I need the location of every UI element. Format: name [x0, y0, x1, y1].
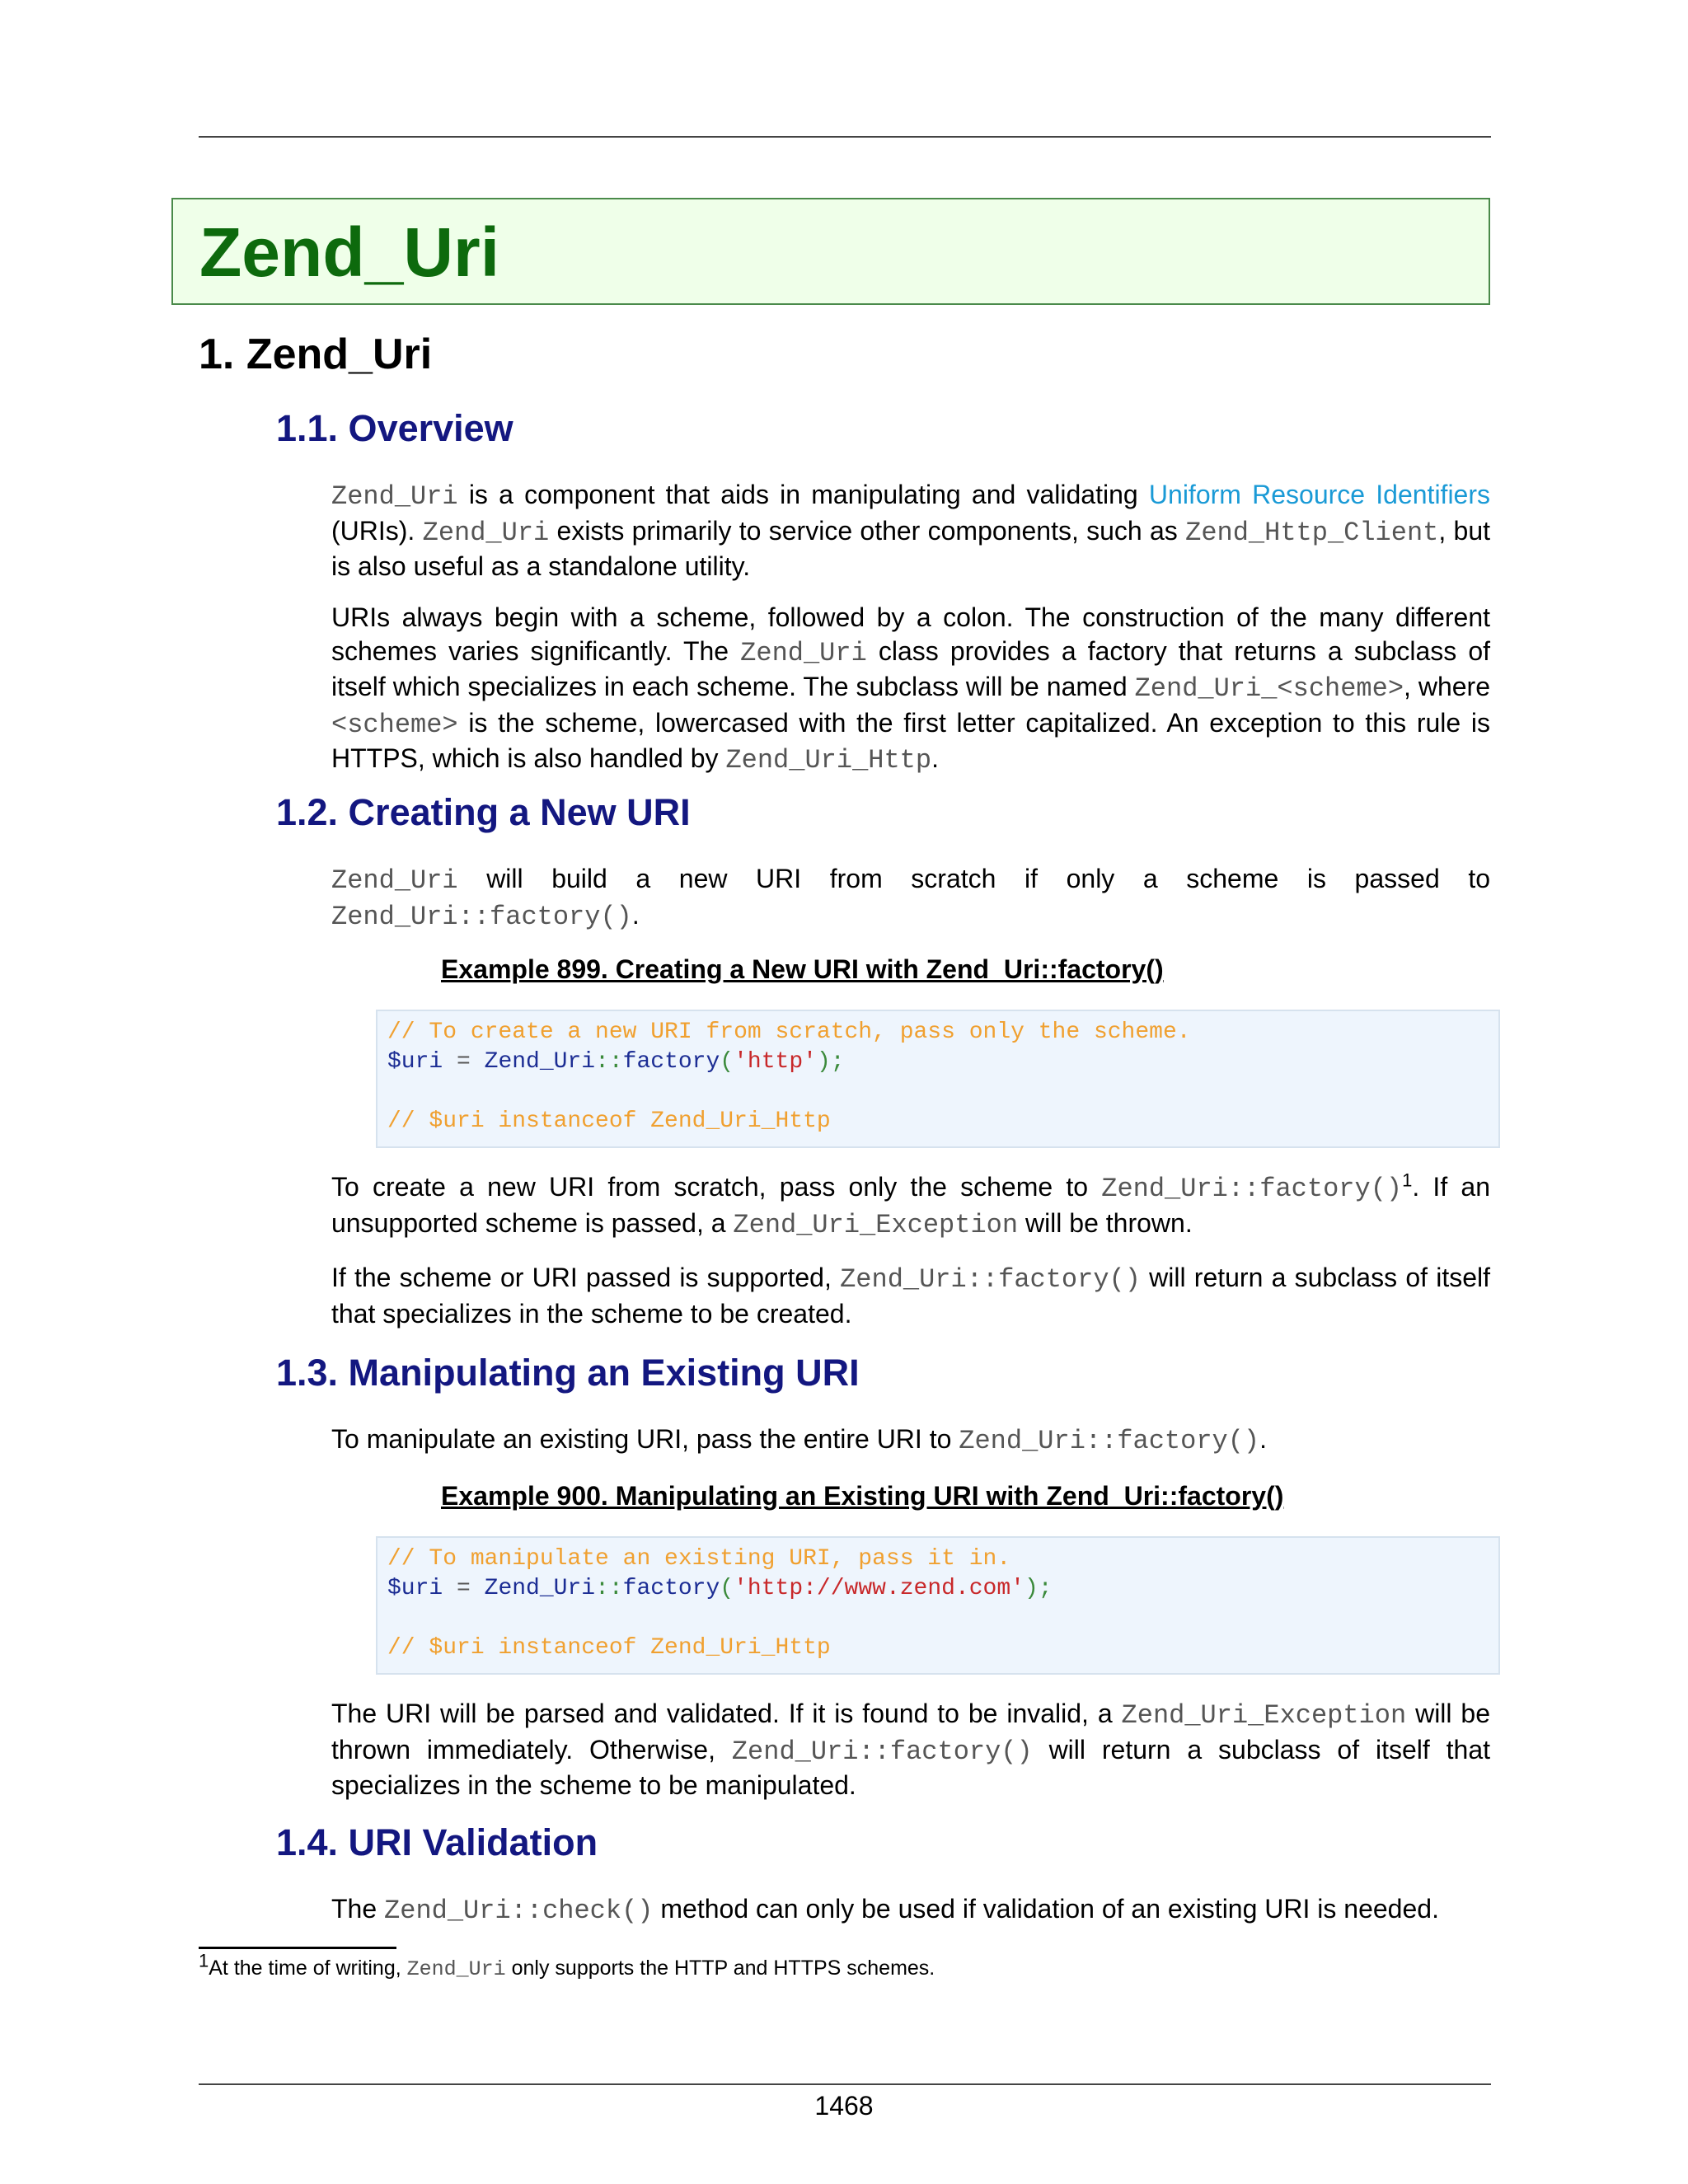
creating-paragraph-2: To create a new URI from scratch, pass only the scheme to Zend_Uri::factory()$^1$. If an unsupported scheme is passed, a Zend_Uri_Exception will be thrown. — [331, 1169, 1490, 1240]
manipulating-paragraph-2: The URI will be parsed and validated. If it is found to be invalid, a Zend_Uri_Exception will be thrown immediately. Otherwise, Zend_Uri::factory() will return a subclass of itself that specializes in the scheme to be manipulated. — [331, 1699, 1491, 1800]
footer-rule — [199, 2083, 1491, 2085]
code-comment: // To manipulate an existing URI, pass it in. — [387, 1546, 1011, 1572]
code-block-900: // To manipulate an existing URI, pass it in. $uri = Zend_Uri::factory('http://www.zend.com'); // $uri instanceof Zend_Uri_Http — [376, 1536, 1500, 1675]
manipulating-paragraph-1: To manipulate an existing URI, pass the entire URI to Zend_Uri::factory(). — [331, 1424, 1268, 1456]
example-900-title: Example 900. Manipulating an Existing URI with Zend_Uri::factory() — [441, 1481, 1284, 1511]
footnote-marker[interactable]: 1 — [1402, 1169, 1413, 1191]
code-ref: Zend_Uri — [740, 637, 867, 668]
creating-paragraph-3: If the scheme or URI passed is supported, Zend_Uri::factory() will return a subclass of itself that specializes in the scheme to be created. — [331, 1263, 1491, 1329]
code-comment: // $uri instanceof Zend_Uri_Http — [387, 1108, 831, 1134]
code-ref: Zend_Uri_Exception — [733, 1209, 1019, 1240]
code-ref: Zend_Uri_<scheme> — [1134, 673, 1404, 704]
chapter-title-box — [171, 198, 1490, 305]
code-ref: Zend_Uri — [331, 865, 458, 896]
code-block-899: // To create a new URI from scratch, pass only the scheme. $uri = Zend_Uri::factory('http'); // $uri instanceof Zend_Uri_Http — [376, 1010, 1500, 1148]
validation-paragraph-1: The Zend_Uri::check() method can only be used if validation of an existing URI is needed. — [331, 1894, 1439, 1926]
footnote-number: 1 — [199, 1950, 209, 1971]
code-comment: // $uri instanceof Zend_Uri_Http — [387, 1635, 831, 1661]
code-ref: <scheme> — [331, 709, 458, 740]
overview-paragraph-2: URIs always begin with a scheme, followed by a colon. The construction of the many different schemes varies significantly. The Zend_Uri class provides a factory that returns a subclass of itself which specializes in each scheme. The subclass will be named Zend_Uri_<scheme>, where <scheme> is the scheme, lowercased with the first letter capitalized. An exception to this rule is HTTPS, which is also handled by Zend_Uri_Http. — [331, 602, 1491, 776]
code-ref: Zend_Uri::factory() — [731, 1736, 1033, 1767]
creating-paragraph-1: Zend_Uri will build a new URI from scratch if only a scheme is passed to Zend_Uri::factory(). — [331, 864, 1490, 932]
section-heading: 1. Zend_Uri — [199, 330, 433, 378]
code-ref: Zend_Uri::factory() — [959, 1426, 1260, 1456]
example-899-title: Example 899. Creating a New URI with Zend_Uri::factory() — [441, 954, 1164, 984]
code-ref: Zend_Uri::factory() — [1101, 1174, 1403, 1204]
code-ref: Zend_Uri::factory() — [840, 1264, 1141, 1295]
creating-heading: 1.2. Creating a New URI — [276, 791, 691, 833]
footnote-rule — [199, 1947, 396, 1949]
code-ref: Zend_Uri_Exception — [1121, 1700, 1407, 1731]
page-number: 1468 — [814, 2091, 874, 2121]
code-ref: Zend_Uri — [331, 481, 458, 512]
code-ref: Zend_Uri::factory() — [331, 901, 632, 932]
chapter-title: Zend_Uri — [199, 213, 500, 291]
overview-paragraph-1: Zend_Uri is a component that aids in manipulating and validating Uniform Resource Identifiers (URIs). Zend_Uri exists primarily to service other components, such as Zend_Http_Client, but is also useful as a standalone utility. — [331, 480, 1491, 581]
code-ref: Zend_Http_Client — [1185, 517, 1439, 548]
code-comment: // To create a new URI from scratch, pass only the scheme. — [387, 1019, 1191, 1045]
uri-link[interactable]: Uniform Resource Identifiers — [1148, 480, 1491, 509]
footnote: $^1$At the time of writing, Zend_Uri only supports the HTTP and HTTPS schemes. — [199, 1950, 935, 1981]
manipulating-heading: 1.3. Manipulating an Existing URI — [276, 1352, 860, 1394]
overview-heading: 1.1. Overview — [276, 407, 513, 449]
validation-heading: 1.4. URI Validation — [276, 1821, 598, 1863]
header-rule — [199, 136, 1491, 138]
code-ref: Zend_Uri — [422, 517, 550, 548]
code-ref: Zend_Uri_Http — [725, 745, 932, 776]
code-ref: Zend_Uri::check() — [384, 1896, 654, 1926]
code-ref: Zend_Uri — [406, 1957, 506, 1981]
